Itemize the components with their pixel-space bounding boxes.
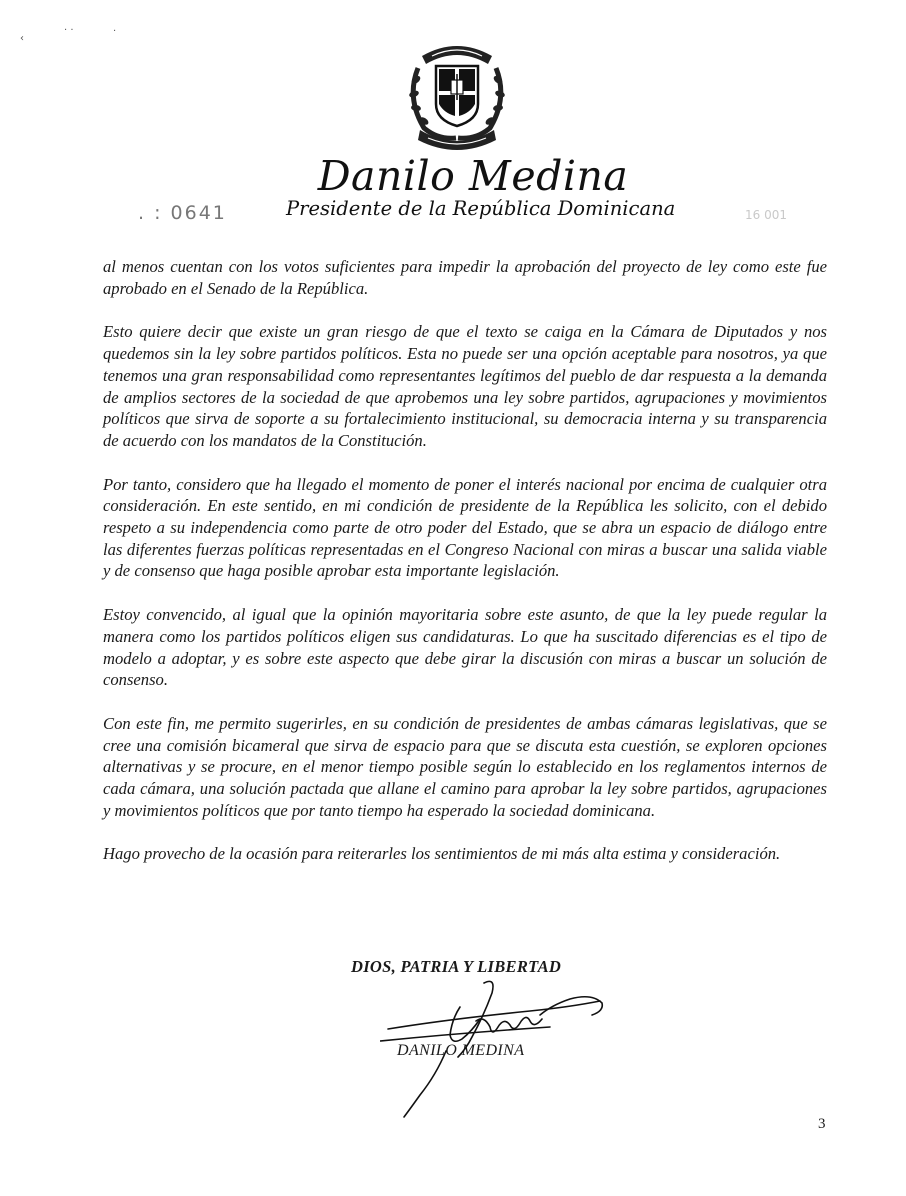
paragraph: Con este fin, me permito sugerirles, en su condición de presidentes de ambas cámaras legislativas, que se cree una comisión bicameral que sirva de espacio para que se discuta esta cuestión, se exploren opciones alternativas y se procure, en el menor tiempo posible según lo establecido en los reglamentos internos de cada cámara, una solución pactada que allane el camino para aprobar la ley sobre partidos, agrupaciones y movimientos políticos que por tanto tiempo ha esperado la sociedad dominicana. bbox=[103, 713, 827, 820]
paragraph: Por tanto, considero que ha llegado el momento de poner el interés nacional por encima de cualquier otra consideración. En este sentido, en mi condición de presidente de la República les solicito, con el debido respeto a su independencia como parte de otro poder del Estado, que se abra un espacio de diálogo entre las diferentes fuerzas políticas representadas en el Congreso Nacional con miras a buscar una salida viable y de consenso que haga posible aprobar esta importante legislación. bbox=[103, 474, 827, 581]
page-number: 3 bbox=[818, 1116, 826, 1132]
paragraph: Estoy convencido, al igual que la opinión mayoritaria sobre este asunto, de que la ley puede regular la manera como los partidos políticos eligen sus candidaturas. Lo que ha suscitado diferencias es el tipo de modelo a adoptar, y es sobre este aspecto que debe girar la discusión con miras a buscar un solución de consenso. bbox=[103, 605, 827, 690]
document-number: . : 0641 bbox=[138, 202, 227, 224]
closing-motto: DIOS, PATRIA Y LIBERTAD bbox=[351, 957, 562, 976]
letter-body bbox=[103, 256, 827, 887]
letterhead-title: Presidente de la República Dominicana bbox=[286, 197, 676, 220]
letterhead-name: Danilo Medina bbox=[317, 152, 629, 200]
paragraph: Esto quiere decir que existe un gran riesgo de que el texto se caiga en la Cámara de Diputados y nos quedemos sin la ley sobre partidos políticos. Esta no puede ser una opción aceptable para nosotros, ya que tenemos una gran responsabilidad como representantes legítimos del pueblo de dar respuesta a la demanda de amplios sectores de la sociedad de que aprobemos una ley sobre partidos, agrupaciones y movimientos políticos que sirva de soporte a su fortalecimiento institucional, su democracia interna y su transparencia de acuerdo con los mandatos de la Constitución. bbox=[103, 322, 827, 450]
letterhead: ‹ · · · . : 0641 Danilo Medina Presidente de la República Dominicana 16 001 bbox=[0, 0, 906, 240]
signer-name: DANILO MEDINA bbox=[397, 1042, 525, 1059]
coat-of-arms-icon bbox=[404, 34, 510, 152]
paragraph: Hago provecho de la ocasión para reiterarles los sentimientos de mi más alta estima y consideración. bbox=[103, 844, 781, 864]
paragraph: al menos cuentan con los votos suficientes para impedir la aprobación del proyecto de ley como este fue aprobado en el Senado de la República. bbox=[103, 257, 827, 298]
handwritten-signature bbox=[380, 975, 610, 1120]
faint-stamp: 16 001 bbox=[745, 208, 787, 222]
